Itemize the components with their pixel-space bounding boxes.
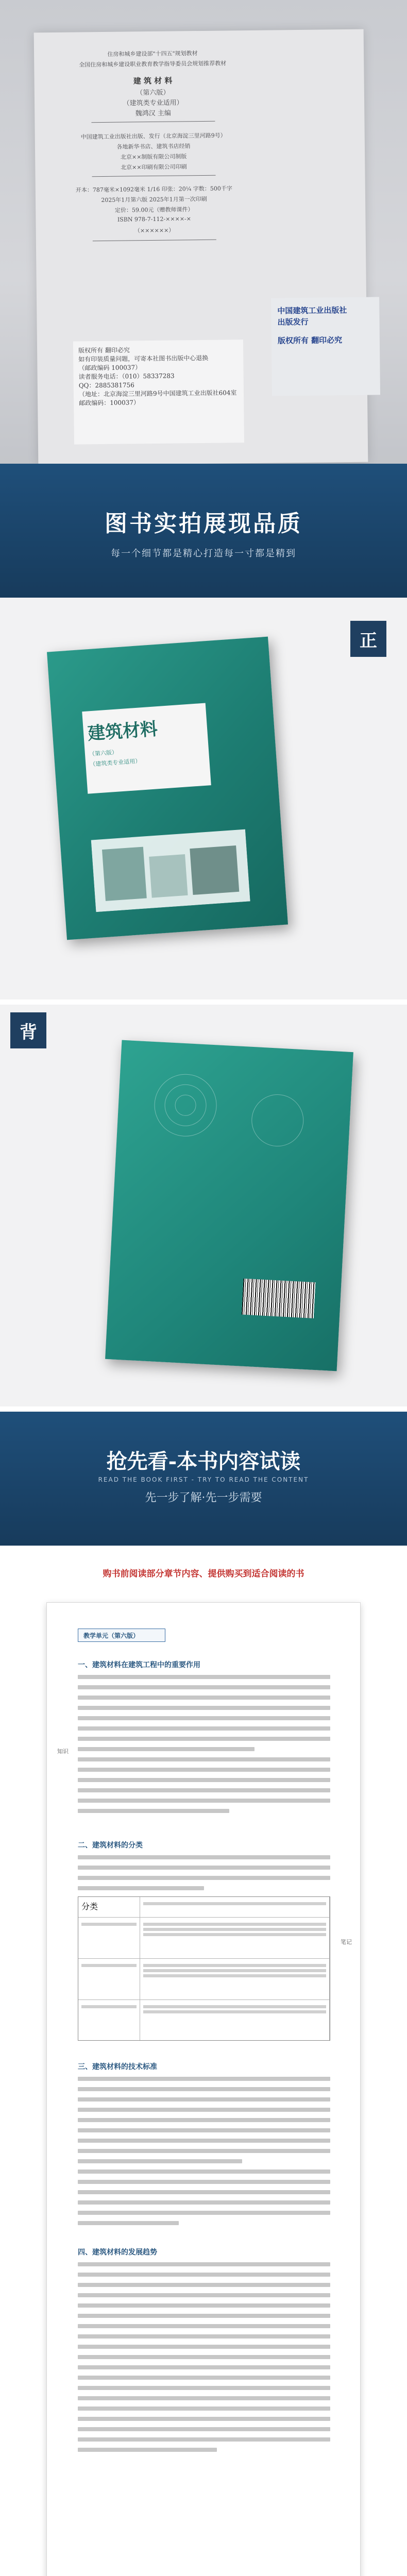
front-badge: 正 (350, 621, 386, 657)
preview-subtitle: 先一步了解·先一步需要 (145, 1492, 262, 1504)
cp-publisher-line: 北京××制版有限公司制版 (120, 153, 187, 161)
cp-edition: （第六版） (136, 89, 170, 97)
cover-block (102, 847, 147, 901)
paragraph-block (78, 1855, 330, 1896)
divider (91, 121, 215, 123)
cp-audience: （建筑类专业适用） (123, 99, 183, 108)
doc-heading: 三、建筑材料的技术标准 (78, 2063, 157, 2071)
divider (93, 240, 216, 242)
back-pattern-circle (175, 1094, 196, 1116)
publisher-stamp (271, 297, 380, 396)
preview-description: 购书前阅读部分章节内容、提供购买到适合阅读的书 (103, 1569, 304, 1579)
table-header-cell: 分类 (78, 1897, 140, 1917)
cover-title-label (82, 703, 211, 793)
preview-title: 抢先看-本书内容试读 (106, 1449, 301, 1473)
back-badge: 背 (10, 1012, 46, 1048)
divider (92, 175, 216, 177)
book-front-cover (47, 637, 288, 940)
paragraph-block (78, 1675, 330, 1819)
paragraph-block (78, 2077, 330, 2231)
cover-subtitle: （建筑类专业适用） (89, 757, 141, 768)
stamp-line: 中国建筑工业出版社 (277, 306, 347, 316)
cip-line: （地址：北京海淀三里河路9号中国建筑工业出版社604室 (78, 389, 237, 398)
copyright-page (34, 29, 368, 464)
cp-publisher-line: 北京××印刷有限公司印刷 (121, 163, 187, 171)
preview-english: READ THE BOOK FIRST - TRY TO READ THE CONTENT (98, 1476, 309, 1483)
showcase-title: 图书实拍展现品质 (105, 511, 302, 537)
barcode (242, 1279, 315, 1318)
showcase-header (0, 464, 407, 598)
cip-line: 如有印装质量问题，可寄本社图书出版中心退换 (78, 354, 209, 363)
cover-block (149, 854, 188, 898)
cp-editor: 魏鸿汉 主编 (135, 109, 171, 118)
table-cell (78, 2000, 140, 2040)
stamp-line: 版权所有 翻印必究 (277, 335, 343, 346)
doc-heading: 二、建筑材料的分类 (78, 1841, 143, 1850)
book-back-cover (105, 1040, 353, 1371)
showcase-subtitle: 每一个细节都是精心打造每一寸都是精到 (111, 548, 296, 559)
table-row (78, 1897, 330, 1918)
data-table (78, 1896, 330, 2041)
cp-spec-line: 定价：59.00元（赠教师课件） (114, 206, 194, 214)
cover-block (190, 845, 239, 895)
margin-note: 知识 (57, 1748, 69, 1755)
cip-line: 版权所有 翻印必究 (78, 346, 130, 354)
paragraph-block (78, 2262, 330, 2458)
table-cell (78, 1959, 140, 1999)
cp-publisher-line: 各地新华书店、建筑书店经销 (116, 143, 191, 150)
cip-line: （邮政编码 100037） (78, 364, 142, 372)
back-pattern-circle (250, 1093, 304, 1147)
copyright-page-photo (0, 0, 407, 464)
margin-note: 笔记 (341, 1939, 352, 1945)
table-cell (78, 1918, 140, 1958)
cp-spec-line: （××××××） (134, 227, 175, 234)
back-pattern-circle (153, 1073, 218, 1138)
table-row (78, 1959, 330, 2000)
cover-title: 建筑材料 (87, 719, 159, 744)
table-cell (140, 1959, 330, 1999)
cover-edition: （第六版） (89, 749, 118, 758)
cover-graphic (89, 799, 250, 912)
cp-spec-line: 2025年1月第六版 2025年1月第一次印刷 (101, 195, 207, 204)
cip-line: QQ：2885381756 (78, 381, 134, 389)
cip-line: 邮政编码：100037） (79, 399, 140, 407)
page-section-tag: 教学单元（第六版） (78, 1629, 165, 1642)
cp-spec-line: ISBN 978-7-112-××××-× (117, 215, 192, 223)
cip-line: 读者服务电话：（010）58337283 (78, 372, 175, 381)
table-row (78, 2000, 330, 2040)
cp-publisher-line: 中国建筑工业出版社出版、发行（北京海淀三里河路9号） (80, 132, 226, 141)
doc-heading: 一、建筑材料在建筑工程中的重要作用 (78, 1661, 200, 1669)
table-row (78, 1918, 330, 1959)
stamp-line: 出版发行 (277, 317, 309, 327)
table-cell (140, 1918, 330, 1958)
cp-book-title: 建 筑 材 料 (133, 76, 173, 86)
cp-series-line: 住房和城乡建设部"十四五"规划教材 (107, 50, 198, 58)
preview-page-1 (46, 1602, 361, 2576)
table-cell (140, 1897, 330, 1917)
cip-box (73, 340, 244, 444)
back-pattern (141, 1062, 327, 1174)
preview-header (0, 1412, 407, 1546)
cp-spec-line: 开本：787毫米×1092毫米 1/16 印张：20¼ 字数：500千字 (75, 185, 232, 194)
front-cover-photo (0, 598, 407, 999)
cp-series-line: 全国住房和城乡建设职业教育教学指导委员会规划推荐教材 (79, 60, 227, 69)
back-pattern-circle (164, 1083, 207, 1127)
table-cell (140, 2000, 330, 2040)
back-cover-photo (0, 1005, 407, 1406)
doc-heading: 四、建筑材料的发展趋势 (78, 2248, 157, 2257)
